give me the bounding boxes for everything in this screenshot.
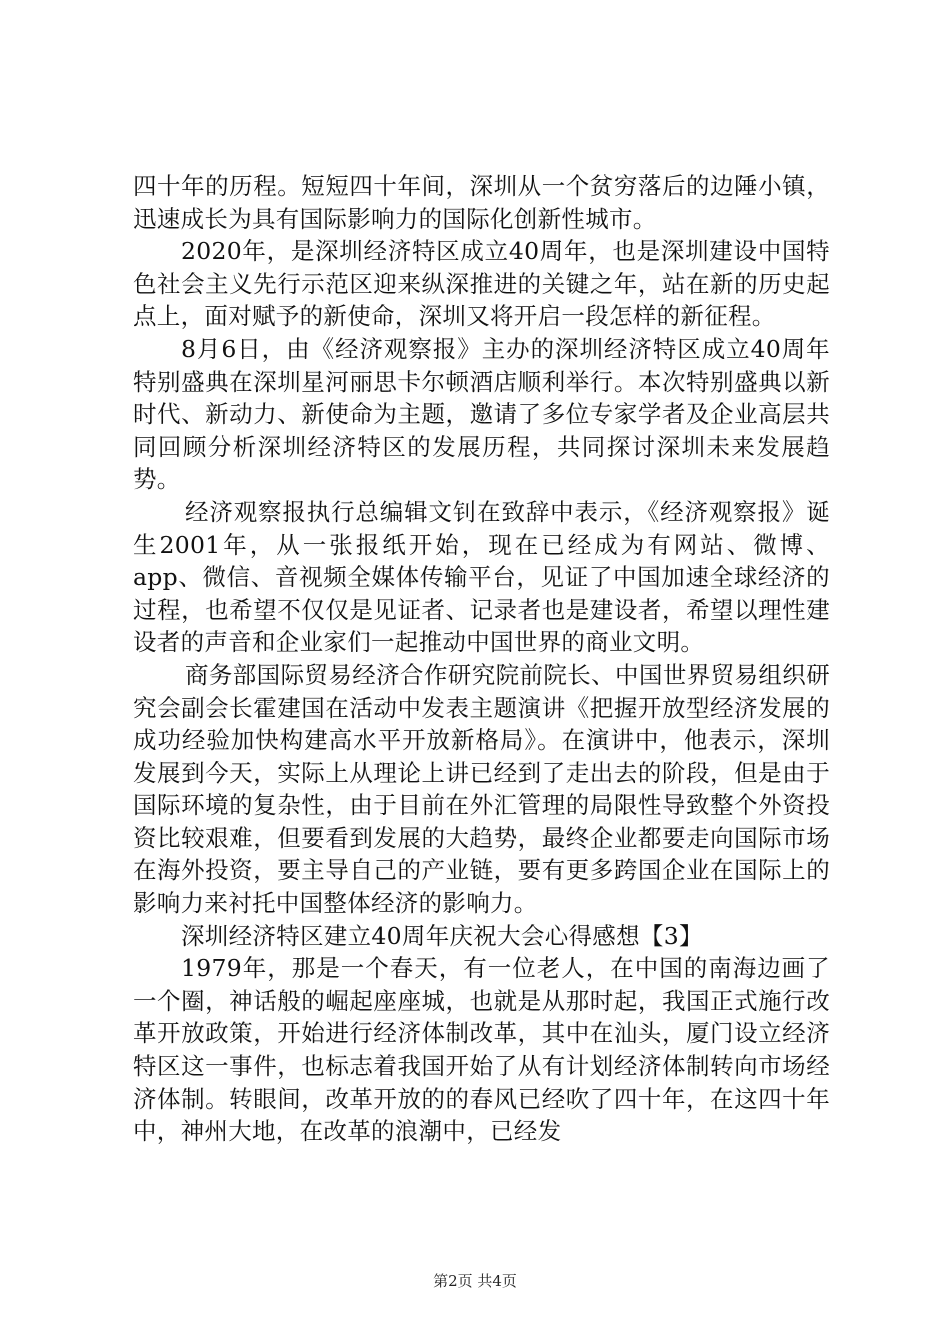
paragraph-august-6: 8月6日，由《经济观察报》主办的深圳经济特区成立40周年特别盛典在深圳星河丽思卡尔顿酒店顺利举行。本次特别盛典以新时代、新动力、新使命为主题，邀请了多位专家学者及企业高层共同回顾分析深圳经济特区的发展历程，共同探讨深圳未来发展趋势。 [133, 334, 830, 494]
paragraph-2020: 2020年，是深圳经济特区成立40周年，也是深圳建设中国特色社会主义先行示范区迎来纵深推进的关键之年，站在新的历史起点上，面对赋予的新使命，深圳又将开启一段怎样的新征程。 [133, 237, 830, 331]
section-heading: 深圳经济特区建立40周年庆祝大会心得感想【3】 [181, 921, 703, 950]
document-body [133, 170, 830, 1148]
paragraph-continuation: 四十年的历程。短短四十年间，深圳从一个贫穷落后的边陲小镇，迅速成长为具有国际影响力的国际化创新性城市。 [133, 172, 830, 233]
paragraph-1979: 1979年，那是一个春天，有一位老人，在中国的南海边画了一个圈，神话般的崛起座座城，也就是从那时起，我国正式施行改革开放政策，开始进行经济体制改革，其中在汕头，厦门设立经济特区这一事件，也标志着我国开始了从有计划经济体制转向市场经济体制。转眼间，改革开放的的春风已经吹了四十年，在这四十年中，神州大地，在改革的浪潮中，已经发 [133, 954, 830, 1146]
paragraph-huo-jianguo: 商务部国际贸易经济合作研究院前院长、中国世界贸易组织研究会副会长霍建国在活动中发表主题演讲《把握开放型经济发展的成功经验加快构建高水平开放新格局》。在演讲中，他表示，深圳发展到今天，实际上从理论上讲已经到了走出去的阶段，但是由于国际环境的复杂性，由于目前在外汇管理的局限性导致整个外资投资比较艰难，但要看到发展的大趋势，最终企业都要走向国际市场在海外投资，要主导自己的产业链，要有更多跨国企业在国际上的影响力来衬托中国整体经济的影响力。 [133, 660, 830, 918]
paragraph-wen-zhao: 经济观察报执行总编辑文钊在致辞中表示，《经济观察报》诞生2001年，从一张报纸开始，现在已经成为有网站、微博、app、微信、音视频全媒体传输平台，见证了中国加速全球经济的过程，也希望不仅仅是见证者、记录者也是建设者，希望以理性建设者的声音和企业家们一起推动中国世界的商业文明。 [133, 497, 830, 657]
page-number-footer: 第2页 共4页 [433, 1272, 517, 1290]
